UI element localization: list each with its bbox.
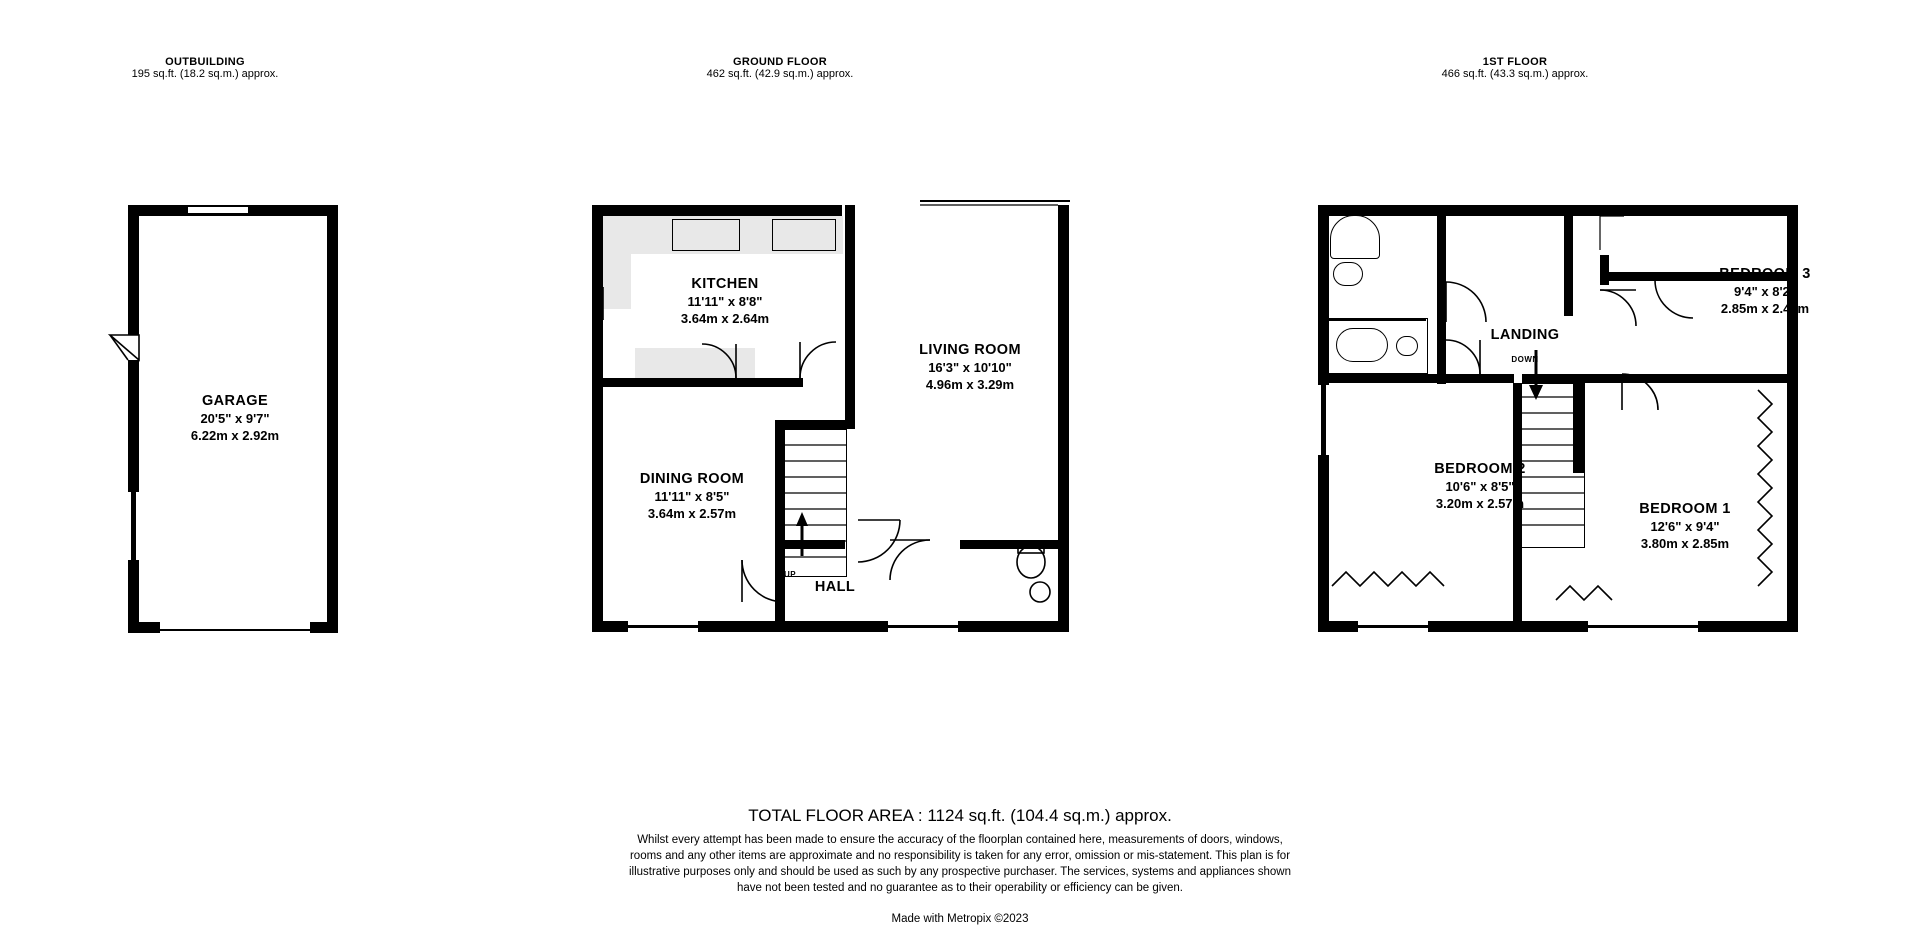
garage-wall-left-upper [128,205,139,335]
total-floor-area: TOTAL FLOOR AREA : 1124 sq.ft. (104.4 sq.m.) approx. [748,806,1172,825]
ff-wall-top-left [1318,205,1508,216]
panel-area-outbuilding: 195 sq.ft. (18.2 sq.m.) approx. [131,68,279,80]
room-name-garage: GARAGE [201,393,269,409]
ff-wall-top-right [1598,205,1798,216]
room-dim-metric-bedroom-2: 3.20m x 2.57m [1435,495,1525,511]
door-arc-bathroom [1446,282,1486,322]
ff-window-bottom-right [1588,625,1698,628]
kitchen-counter-bottom [635,348,755,378]
door-arc-bedroom2 [1446,340,1480,374]
panel-title-first-floor: 1ST FLOOR [1482,56,1548,68]
kitchen-hob [772,219,836,251]
ff-wall-bottom-left [1318,621,1358,632]
ff-wall-right-lower [1787,365,1798,632]
gf-wall-top-kitchen [592,205,782,216]
ff-wall-bath-bed2-divider [1318,374,1446,383]
garage-side-door [110,335,139,360]
door-arc-wc [890,540,930,580]
door-arc-living-lower [858,520,900,562]
room-dim-imperial-dining-room: 11'11" x 8'5" [654,488,730,504]
made-with-credit: Made with Metropix ©2023 [891,913,1029,925]
door-arc-bedroom3 [1600,290,1636,326]
bedroom1-eaves-zigzag-right [1758,390,1772,586]
gf-wall-bottom-left [592,621,628,632]
gf-window-bottom-living [888,625,958,628]
room-name-living-room: LIVING ROOM [919,342,1021,358]
ff-wall-landing-left-lower [1564,266,1573,316]
room-name-dining-room: DINING ROOM [639,471,745,487]
garage-window-left [131,492,136,560]
room-label-dining-room [567,470,817,523]
room-label-garage [110,392,360,445]
room-dim-metric-dining-room: 3.64m x 2.57m [647,505,737,521]
room-dim-metric-bedroom-3: 2.85m x 2.49m [1720,300,1810,316]
garage-window-top-inner [188,213,248,216]
garage-door-opening [160,629,310,631]
room-label-kitchen [600,275,850,328]
room-dim-metric-bedroom-1: 3.80m x 2.85m [1640,535,1730,551]
door-arc-living [800,342,836,378]
bedroom1-eaves-zigzag-left [1556,586,1612,600]
panel-title-outbuilding: OUTBUILDING [165,56,245,68]
room-name-hall: HALL [814,579,856,595]
ff-window-bottom-left [1358,625,1428,628]
ff-wall-bath-right [1437,216,1446,326]
bathroom-bath-inner [1336,328,1388,362]
stair-direction-down-label: DOWN [1511,355,1539,364]
room-label-bedroom-3 [1640,265,1890,318]
room-dim-metric-garage: 6.22m x 2.92m [190,427,280,443]
ff-wall-bed1-top [1622,374,1790,383]
ff-wall-bottom-mid [1428,621,1588,632]
gf-wall-hall-top [775,420,855,429]
gf-wall-right-lower [1058,375,1069,632]
garage-wall-bottom-left [128,622,160,633]
panel-title-ground-floor: GROUND FLOOR [732,56,828,68]
room-name-kitchen: KITCHEN [691,276,759,292]
bedroom2-eaves-zigzag-bottom [1332,572,1444,586]
garage-wall-bottom-right [310,622,338,633]
room-dim-imperial-bedroom-2: 10'6" x 8'5" [1445,478,1515,494]
stair-direction-up-label: UP [783,570,797,579]
room-label-living-room [845,341,1095,394]
kitchen-sink [672,219,740,251]
garage-window-top [188,205,248,207]
room-dim-metric-kitchen: 3.64m x 2.64m [680,310,770,326]
room-dim-imperial-kitchen: 11'11" x 8'8" [687,293,763,309]
panel-area-ground-floor: 462 sq.ft. (42.9 sq.m.) approx. [706,68,854,80]
room-dim-imperial-bedroom-3: 9'4" x 8'2" [1734,283,1796,299]
ff-wall-landing-bottom-right [1562,374,1622,383]
wc-pan [1017,546,1045,578]
room-name-bedroom-1: BEDROOM 1 [1639,501,1731,517]
panel-area-first-floor: 466 sq.ft. (43.3 sq.m.) approx. [1441,68,1589,80]
gf-wall-wc-right [960,540,1060,549]
garage-wall-top-right [248,205,338,216]
room-name-bedroom-2: BEDROOM 2 [1434,461,1526,477]
room-label-landing [1425,326,1625,345]
ff-wall-bottom-right [1698,621,1798,632]
bathroom-basin [1333,262,1363,286]
room-label-hall [780,578,890,597]
room-dim-metric-living-room: 4.96m x 3.29m [925,376,1015,392]
ff-wall-top-mid [1508,205,1598,216]
ff-wall-left-lower [1318,455,1329,632]
room-name-landing: LANDING [1490,327,1560,343]
bathroom-shower-tray [1396,336,1418,356]
ff-wall-bed2-top [1446,374,1514,383]
room-dim-imperial-garage: 20'5" x 9'7" [200,410,270,426]
ff-wall-bed3-left [1600,255,1609,285]
ff-wall-landing-left [1564,216,1573,266]
gf-wall-top-kitchen-right [782,205,842,216]
wc-basin [1030,582,1050,602]
ff-window-left [1321,385,1326,455]
gf-window-bottom-dining [628,625,698,628]
gf-wall-bottom-mid [698,621,888,632]
ff-wall-landing-bottom [1522,374,1562,383]
room-name-bedroom-3: BEDROOM 3 [1719,266,1811,282]
gf-wall-kitchen-dining-divider [603,378,803,387]
room-dim-imperial-bedroom-1: 12'6" x 9'4" [1650,518,1720,534]
room-label-bedroom-1 [1560,500,1810,553]
gf-window-top-living [920,200,1070,202]
disclaimer-text: Whilst every attempt has been made to ensure the accuracy of the floorplan contained here, measurements of doors, windows, rooms and any other items are approximate and no responsibility is taken for any error, omission or mis-statement. This plan is for illustrative purposes only and should be used as such by any prospective purchaser. The services, systems and appliances shown have not been tested and no guarantee as to their operability or efficiency can be given. [628,834,1292,894]
gf-wall-bottom-right [958,621,1069,632]
bathroom-wc [1330,215,1380,259]
room-dim-imperial-living-room: 16'3" x 10'10" [928,359,1012,375]
